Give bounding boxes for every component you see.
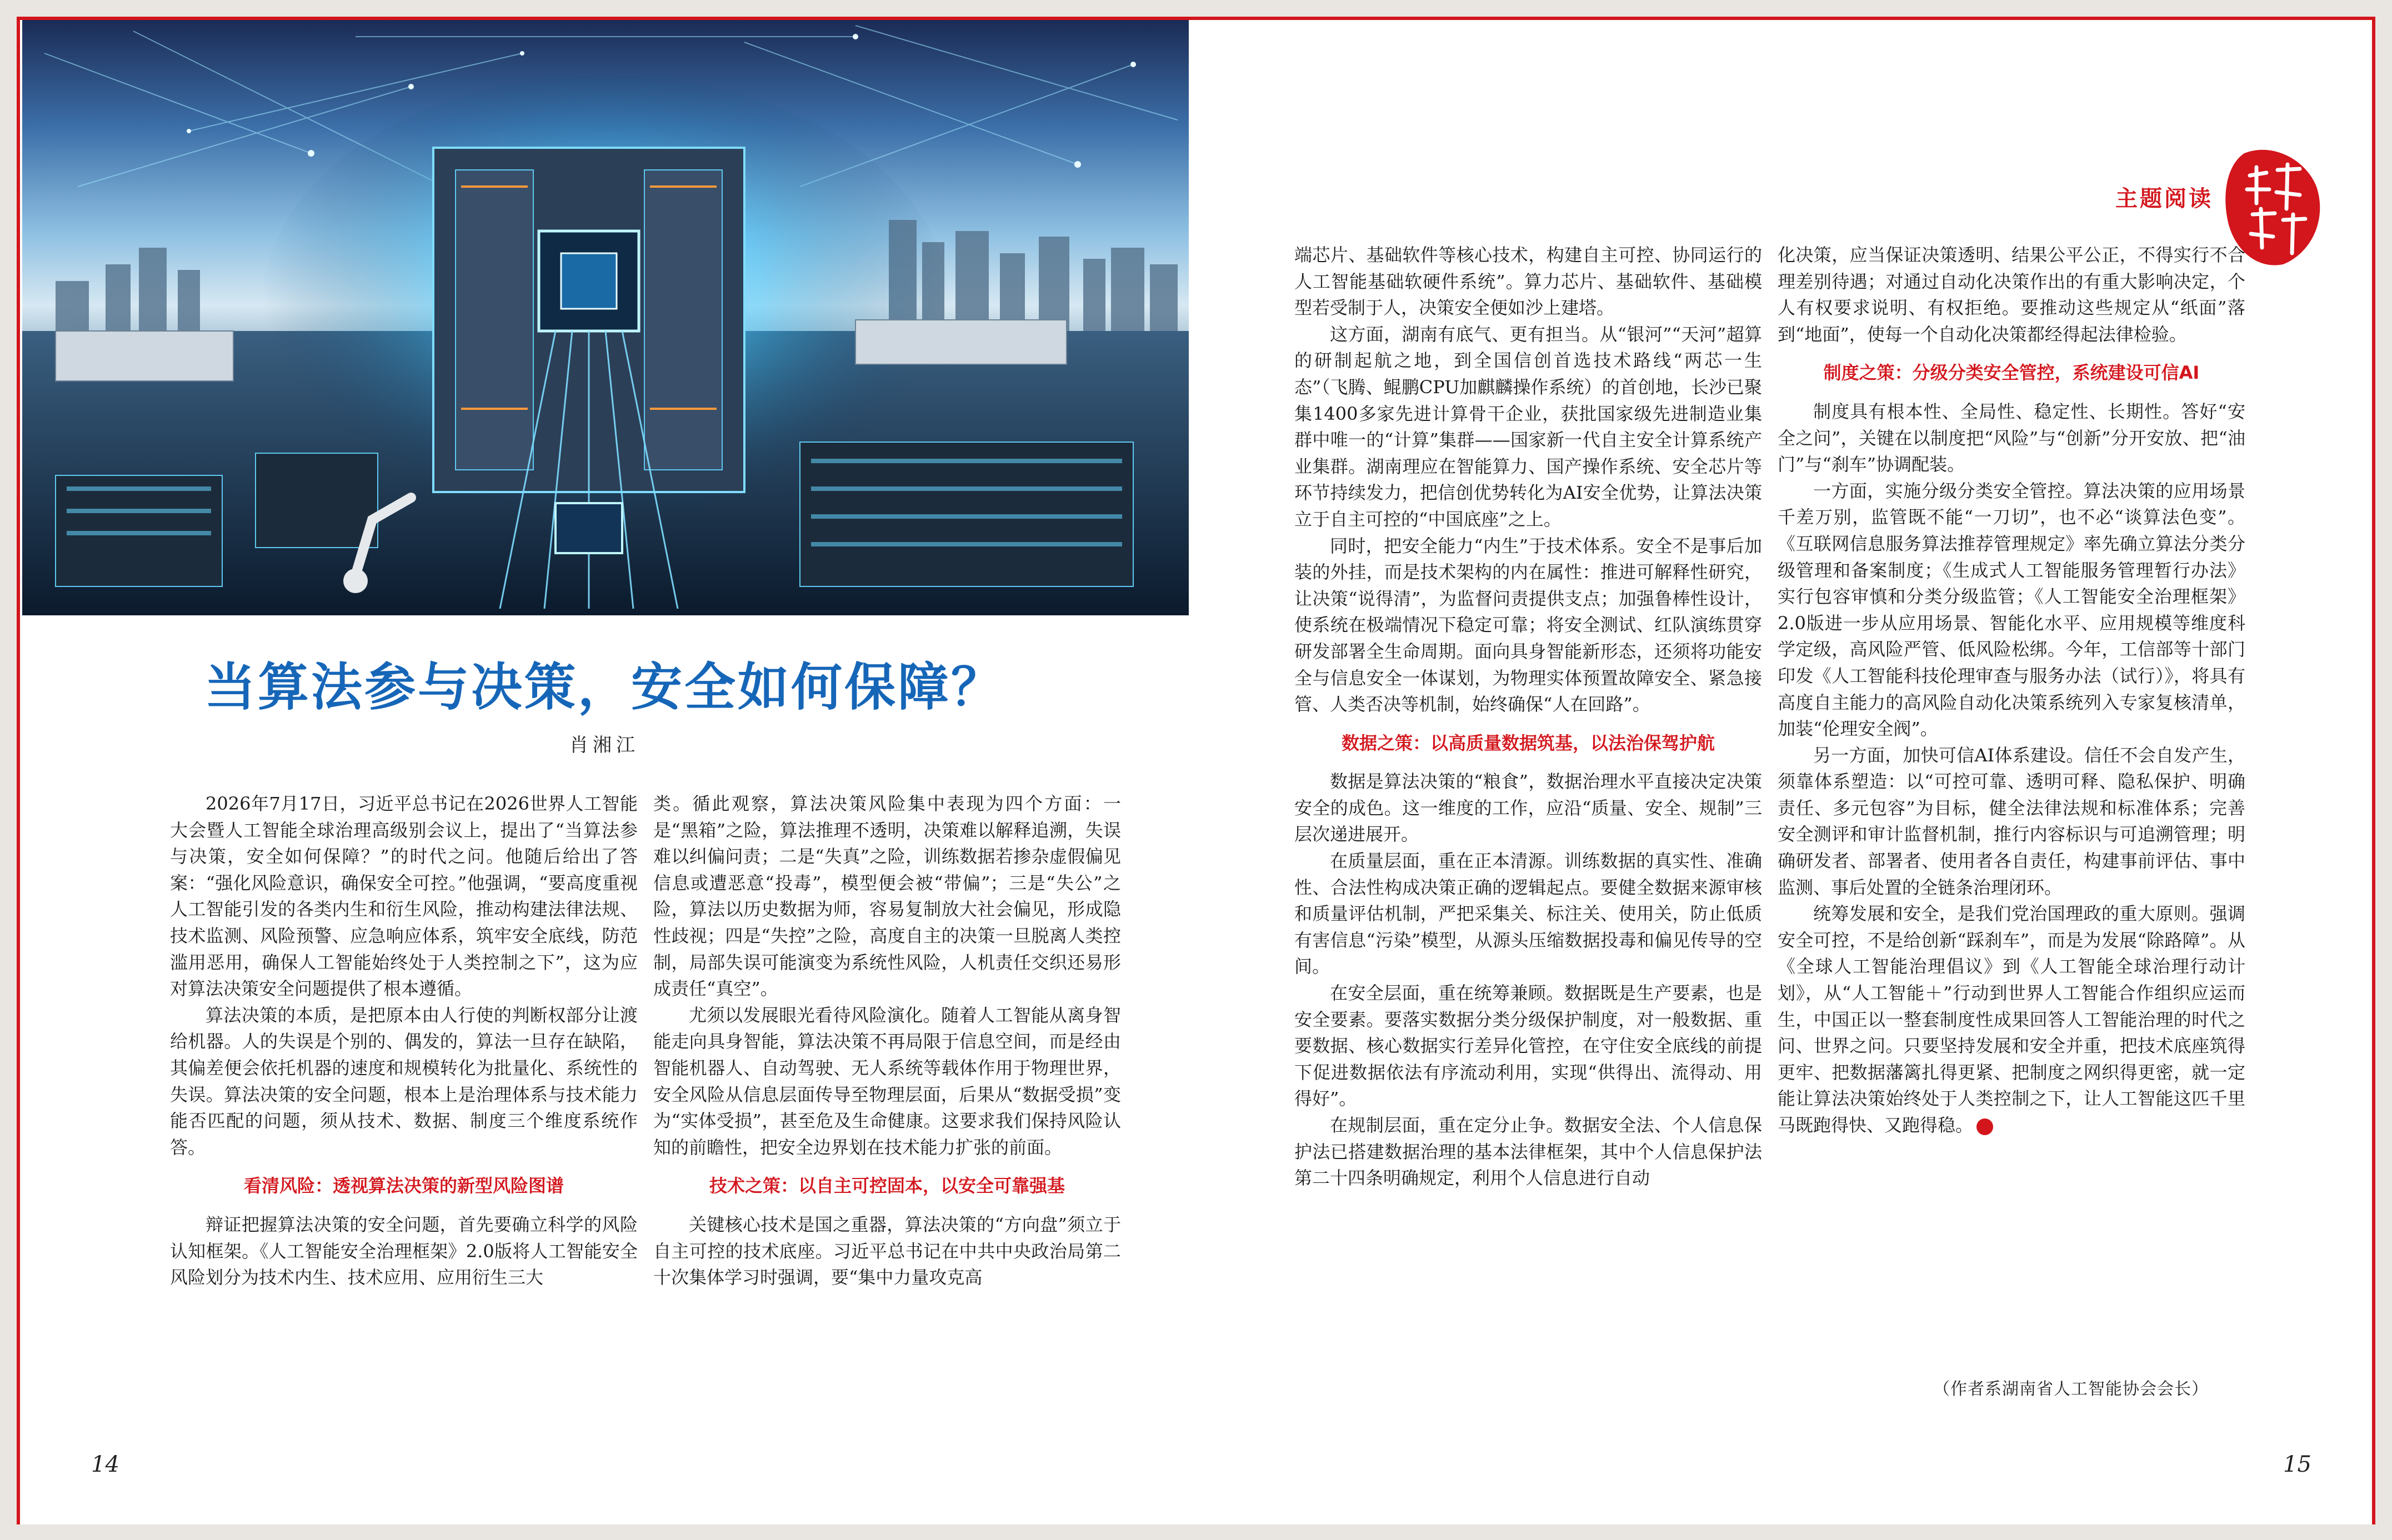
paragraph: 关键核心技术是国之重器，算法决策的“方向盘”须立于自主可控的技术底座。习近平总书记在中共中央政治局第二十次集体学习时强调，要“集中力量攻克高 (653, 1213, 1121, 1288)
section-heading: 看清风险：透视算法决策的新型风险图谱 (243, 1175, 564, 1197)
paragraph: 尤须以发展眼光看待风险演化。随着人工智能从离身智能走向具身智能，算法决策不再局限于信息空间，而是经由智能机器人、自动驾驶、无人系统等载体作用于物理世界，安全风险从信息层面传导至物理层面，后果从“数据受损”变为“实体受损”，甚至危及生命健康。这要求我们保持风险认知的前瞻性，把安全边界划在技术能力扩张的前面。 (653, 1004, 1121, 1158)
column-1 (170, 791, 638, 1291)
paragraph: 算法决策的本质，是把原本由人行使的判断权部分让渡给机器。人的失误是个别的、偶发的，算法一旦存在缺陷，其偏差便会依托机器的速度和规模转化为批量化、系统性的失误。算法决策的安全问题，根本上是治理体系与技术能力能否匹配的问题，须从技术、数据、制度三个维度系统作答。 (170, 1004, 638, 1158)
paragraph: 端芯片、基础软件等核心技术，构建自主可控、协同运行的人工智能基础软硬件系统”。算力芯片、基础软件、基础模型若受制于人，决策安全便如沙上建塔。 (1294, 244, 1762, 319)
paragraph: 同时，把安全能力“内生”于技术体系。安全不是事后加装的外挂，而是技术架构的内在属性：推进可解释性研究，让决策“说得清”，为监督问责提供支点；加强鲁棒性设计，使系统在极端情况下稳定可靠；将安全测试、红队演练贯穿研发部署全生命周期。面向具身智能新形态，还须将功能安全与信息安全一体谋划，为物理实体预置故障安全、紧急接管、人类否决等机制，始终确保“人在回路”。 (1294, 535, 1762, 715)
section-heading: 数据之策：以高质量数据筑基，以法治保驾护航 (1341, 732, 1715, 754)
paragraph: 在规制层面，重在定分止争。数据安全法、个人信息保护法已搭建数据治理的基本法律框架，其中个人信息保护法第二十四条明确规定，利用个人信息进行自动 (1294, 1115, 1762, 1189)
paragraph: 类。循此观察，算法决策风险集中表现为四个方面：一是“黑箱”之险，算法推理不透明，决策难以解释追溯，失误难以纠偏问责；二是“失真”之险，训练数据若掺杂虚假偏见信息或遭恶意“投毒”，模型便会被“带偏”；三是“失公”之险，算法以历史数据为师，容易复制放大社会偏见，形成隐性歧视；四是“失控”之险，高度自主的决策一旦脱离人类控制，局部失误可能演变为系统性风险，人机责任交织还易形成责任“真空”。 (653, 793, 1121, 1000)
author-name: 肖湘江 (569, 734, 639, 756)
section-badge: 主题阅读 (2115, 186, 2213, 212)
paragraph-final (1778, 901, 2245, 1138)
left-page (17, 17, 1189, 1524)
paragraph: 制度具有根本性、全局性、稳定性、长期性。答好“安全之问”，关键在以制度把“风险”与“创新”分开安放、把“油门”与“刹车”协调配装。 (1778, 400, 2245, 475)
section-heading: 技术之策：以自主可控固本，以安全可靠强基 (709, 1175, 1065, 1197)
page-number-left: 14 (91, 1452, 119, 1477)
paragraph: 化决策，应当保证决策透明、结果公平公正，不得实行不合理差别待遇；对通过自动化决策作出的有重大影响决定，个人有权要求说明、有权拒绝。要推动这些规定从“纸面”落到“地面”，使每一个自动化决策都经得起法律检验。 (1778, 244, 2245, 345)
page-number-right: 15 (2283, 1452, 2311, 1477)
article-title: 当算法参与决策，安全如何保障？ (204, 658, 1004, 717)
column-4 (1778, 242, 2245, 1139)
paragraph: 另一方面，加快可信AI体系建设。信任不会自发产生，须靠体系塑造：以“可控可靠、透明可释、隐私保护、明确责任、多元包容”为目标，健全法律法规和标准体系；完善安全测评和审计监督机制，推行内容标识与可追溯管理；明确研发者、部署者、使用者各自责任，构建事前评估、事中监测、事后处置的全链条治理闭环。 (1778, 744, 2245, 898)
paragraph: 在安全层面，重在统筹兼顾。数据既是生产要素，也是安全要素。要落实数据分类分级保护制度，对一般数据、重要数据、核心数据实行差异化管控，在守住安全底线的前提下促进数据依法有序流动利用，实现“供得出、流得动、用得好”。 (1294, 982, 1762, 1110)
paragraph: 这方面，湖南有底气、更有担当。从“银河”“天河”超算的研制起航之地，到全国信创首选技术路线“两芯一生态”（飞腾、鲲鹏CPU加麒麟操作系统）的首创地，长沙已聚集1400多家先进计算骨干企业，获批国家级先进制造业集群中唯一的“计算”集群——国家新一代自主安全计算系统产业集群。湖南理应在智能算力、国产操作系统、安全芯片等环节持续发力，把信创优势转化为AI安全优势，让算法决策立于自主可控的“中国底座”之上。 (1294, 323, 1762, 530)
paragraph: 在质量层面，重在正本清源。训练数据的真实性、准确性、合法性构成决策正确的逻辑起点。要健全数据来源审核和质量评估机制，严把采集关、标注关、使用关，防止低质有害信息“污染”模型，从源头压缩数据投毒和偏见传导的空间。 (1294, 850, 1762, 977)
column-2 (653, 791, 1121, 1291)
paragraph: 数据是算法决策的“粮食”，数据治理水平直接决定决策安全的成色。这一维度的工作，应沿“质量、安全、规制”三层次递进展开。 (1294, 771, 1762, 845)
paragraph-text: 统筹发展和安全，是我们党治国理政的重大原则。强调安全可控，不是给创新“踩刹车”，而是为发展“除路障”。从《全球人工智能治理倡议》到《人工智能全球治理行动计划》，从“人工智能＋”行动到世界人工智能合作组织应运而生，中国正以一整套制度性成果回答人工智能治理的时代之问、世界之问。只要坚持发展和安全并重，把技术底座筑得更牢、把数据藩篱扎得更紧、把制度之网织得更密，就一定能让算法决策始终处于人类控制之下，让人工智能这匹千里马既跑得快、又跑得稳。 (1778, 903, 2245, 1136)
section-heading: 制度之策：分级分类安全管控，系统建设可信AI (1823, 362, 2200, 384)
end-mark-icon (1976, 1118, 1993, 1135)
hero-illustration (22, 20, 1189, 615)
paragraph: 2026年7月17日，习近平总书记在2026世界人工智能大会暨人工智能全球治理高级别会议上，提出了“当算法参与决策，安全如何保障？”的时代之问。他随后给出了答案：“强化风险意识，确保安全可控。”他强调，“要高度重视人工智能引发的各类内生和衍生风险，推动构建法律法规、技术监测、风险预警、应急响应体系，筑牢安全底线，防范滥用恶用，确保人工智能始终处于人类控制之下”，这为应对算法决策安全问题提供了根本遵循。 (170, 793, 638, 1000)
paragraph: 辩证把握算法决策的安全问题，首先要确立科学的风险认知框架。《人工智能安全治理框架》2.0版将人工智能安全风险划分为技术内生、技术应用、应用衍生三大 (170, 1213, 638, 1288)
author-byline: （作者系湖南省人工智能协会会长） (1933, 1380, 2209, 1399)
right-page (1189, 17, 2375, 1524)
paragraph: 一方面，实施分级分类安全管控。算法决策的应用场景千差万别，监管既不能“一刀切”，也不必“谈算法色变”。《互联网信息服务算法推荐管理规定》率先确立算法分类分级管理和备案制度；《生成式人工智能服务管理暂行办法》实行包容审慎和分类分级监管；《人工智能安全治理框架》2.0版进一步从应用场景、智能化水平、应用规模等维度科学定级，高风险严管、低风险松绑。今年，工信部等十部门印发《人工智能科技伦理审查与服务办法（试行）》，将具有高度自主能力的高风险自动化决策系统列入专家复核清单，加装“伦理安全阀”。 (1778, 480, 2245, 740)
column-3 (1294, 242, 1762, 1192)
hero-artwork (22, 20, 1189, 615)
